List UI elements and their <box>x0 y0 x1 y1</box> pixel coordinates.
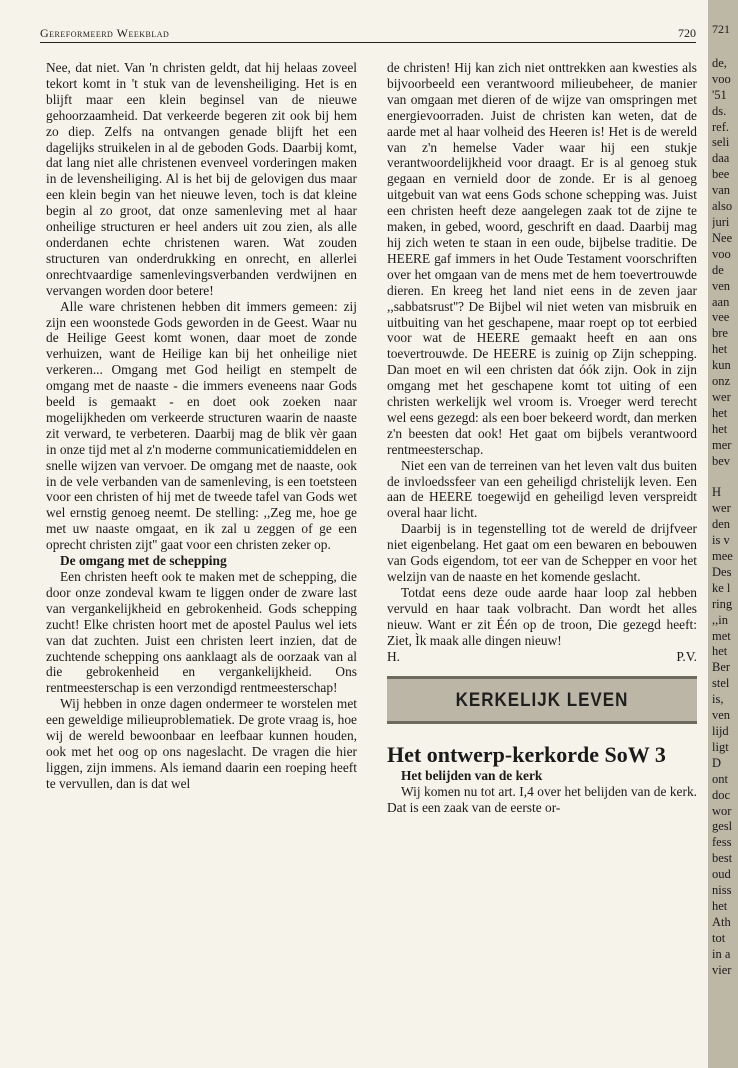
next-page-line-fragment: ds. <box>712 103 727 118</box>
article-title: Het ontwerp-kerkorde SoW 3 <box>387 742 666 768</box>
section-subheading: De omgang met de schepping <box>60 553 227 569</box>
next-page-line-fragment: bee <box>712 167 730 182</box>
signature-author: P.V. <box>676 648 697 664</box>
next-page-line-fragment: ont <box>712 771 728 786</box>
next-page-line-fragment: ven <box>712 708 731 723</box>
next-page-line-fragment: bev <box>712 453 731 468</box>
next-page-line-fragment: ven <box>712 278 731 293</box>
next-page-line-fragment: ref. <box>712 119 729 134</box>
next-page-line-fragment: den <box>712 517 731 532</box>
next-page-line-fragment: also <box>712 199 733 214</box>
next-page-line-fragment: bre <box>712 326 728 341</box>
paragraph: Niet een van de terreinen van het leven valt dus buiten de invloedssfeer van een geheiligd christelijk leven. Een aan de HEERE toegewijd en geheiligd leven verspreidt overal haar licht. <box>387 457 697 521</box>
section-banner-label: KERKELIJK LEVEN <box>455 688 629 711</box>
next-page-line-fragment: Ber <box>712 660 731 675</box>
next-page-line-fragment: vee <box>712 310 730 325</box>
next-page-line-fragment: wer <box>712 501 731 516</box>
signature-row <box>387 649 697 665</box>
next-page-line-fragment: aan <box>712 294 730 309</box>
paragraph: de christen! Hij kan zich niet onttrekken aan kwesties als bijvoorbeeld een verantwoord milieubeheer, de manier van omgaan met dieren of de wijze van omspringen met energievoorraden. Juist de christen kan weten, dat de aarde met al haar volheid des Heeren is! Het is de wereld van z'n hemelse Vader waar hij een stukje verantwoordelijkheid voor draagt. Er is al genoeg stuk gegaan en vernield door de zonde. Er is al genoeg uitgebuit van wat eens Gods schone schepping was. Juist een christen heeft deze aangelegen zaak tot de zijne te maken, in gebed, woord, geschrift en daad. Daarbij mag hij zich weten te staan in een oude, bijbelse traditie. De HEERE gaf immers in het Oude Testament voorschriften over het omgaan van de mens met de hem toevertrouwde dieren. En kreeg het land niet eens in de zeven jaar ,,sabbatsrust''? De Bijbel wil niet weten van misbruik en uitbuiting van het geschapene, maar roept op tot eerbied voor wat de HEERE gemaakt heeft en aan ons toevertrouwde. De HEERE is zuinig op Zijn schepping. Dan moet en wil een christen dat óók zijn. Ook in zijn omgang met het geschapene komt tot uiting of een christen werkelijk wel vroom is. Vroeger werd terecht wel eens gezegd: als een boer bekeerd wordt, dan merken z'n beesten dat ook! Het gaat om bijbels verantwoord rentmeesterschap. <box>387 60 697 457</box>
next-page-line-fragment: fess <box>712 835 732 850</box>
next-page-line-fragment: voo <box>712 71 731 86</box>
next-page-line-fragment: seli <box>712 135 730 150</box>
next-page-line-fragment: Ath <box>712 914 731 929</box>
next-page-line-fragment: '51 <box>712 87 727 102</box>
paragraph: Daarbij is in tegenstelling tot de wereld de drijfveer niet eigenbelang. Het gaat om een bewaren en bebouwen van Gods eigendom, tot eer van de Schepper en voor het welzijn van de naaste en het komende geslacht. <box>387 521 697 584</box>
next-page-line-fragment: D <box>712 755 722 770</box>
next-page-line-fragment: in a <box>712 946 731 961</box>
signature-initial: H. <box>387 648 401 664</box>
next-page-line-fragment: ke l <box>712 580 731 595</box>
paragraph: Wij hebben in onze dagen ondermeer te worstelen met een geweldige milieuproblematiek. De grote vraag is, hoe wij de wereld bewoonbaar en leefbaar kunnen houden, ook met het oog op ons nageslacht. De vragen die hier liggen, zijn immens. Als iemand daarin een roeping heeft te vervullen, dan is dat wel <box>46 696 357 791</box>
next-page-fragment <box>712 22 738 1062</box>
next-page-line-fragment: met <box>712 628 731 643</box>
next-page-line-fragment: niss <box>712 883 732 898</box>
next-page-line-fragment: het <box>712 405 728 420</box>
paragraph: Een christen heeft ook te maken met de schepping, die door onze zondeval kwam te liggen onder de zware last van vergankelijkheid en gebrokenheid. Gods schepping zucht! Elke christen hoort met de apostel Paulus wel iets van dat zuchten. Juist een christen leert inzien, dat de zuchtende schepping ons aanklaagt als de oorzaak van al die gebrokenheid en vergankelijkheid. Ons rentmeesterschap is een verzondigd rentmeesterschap! <box>46 569 357 696</box>
next-page-line-fragment: het <box>712 421 728 436</box>
next-page-line-fragment: mee <box>712 549 733 563</box>
next-page-line-fragment: ligt <box>712 739 729 754</box>
left-column <box>46 60 357 792</box>
next-page-line-fragment: wer <box>712 389 731 404</box>
paragraph: Nee, dat niet. Van 'n christen geldt, dat hij helaas zoveel tekort komt in 't stuk van de levensheiliging. Het is en blijft maar een klein beginsel van de nieuwe gehoorzaamheid. Dat verkeerde begeren zit ook bij hem zo diep. Zelfs na ontvangen genade blijft het een dagelijks struikelen in al de geboden Gods. Daarbij komt, dat lang niet alle christenen evenveel vorderingen maken in de levensheiliging. Al is het bij de gelovigen dus maar een klein begin van het nieuwe leven, toch is dat kleine begin al zo groot, dat onze samenleving met al haar onheilige structuren er heel anders uit zou zien, als alle onderdanen echte christenen waren. Wat zouden structuren van onderdrukking en onrecht, en allerlei onrechtvaardige samenlevingsverbanden verdwijnen en vervangen worden door betere! <box>46 60 357 298</box>
next-page-line-fragment: juri <box>712 214 730 229</box>
next-page-line-fragment: wor <box>712 803 732 818</box>
paragraph: Wij komen nu tot art. I,4 over het belijden van de kerk. Dat is een zaak van de eerste or- <box>387 784 697 816</box>
next-page-line-fragment: H <box>712 485 722 500</box>
next-page-line-fragment: de <box>712 262 724 277</box>
publication-title: Gereformeerd Weekblad <box>40 26 170 40</box>
next-page-line-fragment: doc <box>712 787 731 802</box>
next-page-line-fragment: is, <box>712 692 724 707</box>
article-subheading: Het belijden van de kerk <box>401 768 543 784</box>
next-page-lines <box>712 56 738 979</box>
next-page-line-fragment: Des <box>712 564 732 579</box>
next-page-line-fragment: mer <box>712 437 732 452</box>
next-page-line-fragment: onz <box>712 374 731 389</box>
section-banner <box>387 676 697 724</box>
next-page-line-fragment: Nee <box>712 230 733 245</box>
next-page-line-fragment: van <box>712 183 731 198</box>
next-page-line-fragment: kun <box>712 358 731 373</box>
next-page-line-fragment: daa <box>712 151 730 166</box>
paragraph: Totdat eens deze oude aarde haar loop zal hebben vervuld en haar taak volbracht. Dan wordt het alles nieuw. Want er zit Één op de troon, Die gezegd heeft: Ziet, Ìk maak alle dingen nieuw! <box>387 584 697 648</box>
running-head <box>40 22 696 43</box>
next-page-line-fragment: best <box>712 851 733 866</box>
next-page-line-fragment: voo <box>712 246 731 261</box>
next-page-line-fragment: vier <box>712 962 732 977</box>
page-number: 720 <box>678 26 696 40</box>
next-page-line-fragment: is v <box>712 533 730 548</box>
right-column <box>387 60 697 816</box>
next-page-line-fragment: het <box>712 898 728 913</box>
next-page-number: 721 <box>712 22 730 36</box>
next-page-line-fragment: ,,in <box>712 612 728 627</box>
paragraph: Alle ware christenen hebben dit immers gemeen: zij zijn een woonstede Gods geworden in de Geest. Waar nu de Heilige Geest komt wonen, daar moet de zonde verhuizen, want de Heilige kan bij het onheilige niet verkeren... Omgang met God heiligt en stempelt de omgang met de naaste - die immers eveneens naar Gods beeld is gemaakt - en doet ook zoeken naar mogelijkheden om verkeerde structuren waarin de naaste zit verward, te verbeteren. Daarbij mag de blik vèr gaan in onze tijd met al z'n moderne communicatiemiddelen en snelle wijzen van vervoer. De omgang met de naaste, ook in de vele verbanden van de samenleving, is een toetsteen voor een christen of hij met de tweede tafel van Gods wet wel ernstig genoeg neemt. De stelling: ,,Zeg me, hoe ge met uw naaste omgaat, en ik zal u zeggen of ge een oprecht christen zijt'' gaat voor een christen zeker op. <box>46 298 357 553</box>
next-page-line-fragment <box>712 469 738 485</box>
next-page-line-fragment: gesl <box>712 819 733 834</box>
next-page-line-fragment: het <box>712 342 728 357</box>
next-page-line-fragment: ring <box>712 596 733 611</box>
next-page-line-fragment: de, <box>712 55 727 70</box>
next-page-line-fragment: stel <box>712 676 730 691</box>
next-page-line-fragment: het <box>712 644 728 659</box>
next-page-line-fragment: oud <box>712 867 731 882</box>
next-page-line-fragment: tot <box>712 930 726 945</box>
next-page-line-fragment: lijd <box>712 723 729 738</box>
